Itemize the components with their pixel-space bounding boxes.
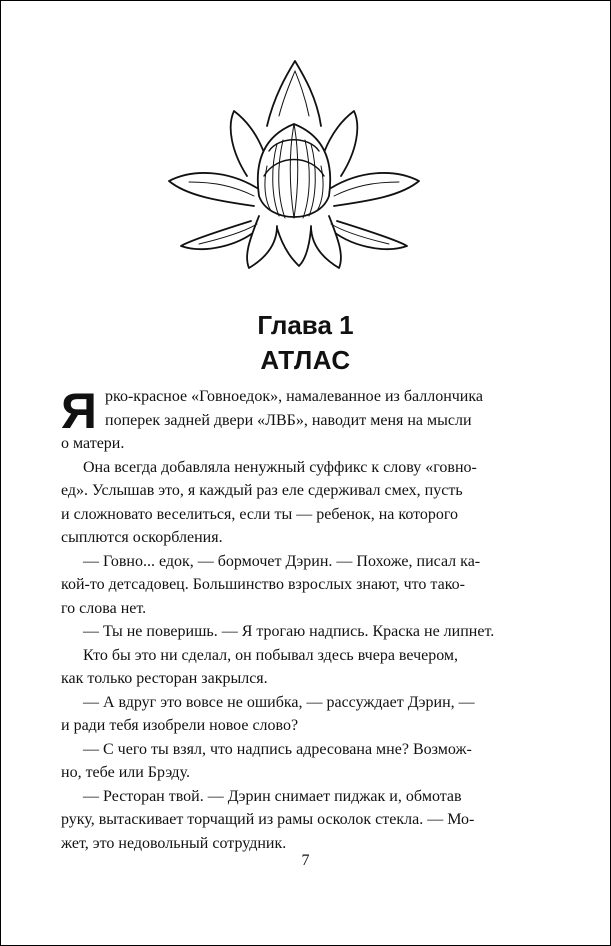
chapter-text [61,385,521,855]
chapter-number: Глава 1 [257,310,354,340]
paragraph [61,691,521,738]
text-line: — С чего ты взял, что надпись адресована мне? Возмож- [83,740,472,758]
text-line: кой-то детсадовец. Большинство взрослых знают, что тако- [61,576,465,593]
text-line: ед». Услышав это, я каждый раз еле сдерживал смех, пусть [61,482,463,499]
text-line: Она всегда добавляла ненужный суффикс к слову «говно- [83,458,477,476]
text-line: — Ресторан твой. — Дэрин снимает пиджак и, обмотав [83,787,462,805]
page-number: 7 [301,852,310,869]
text-line: и сложновато веселиться, если ты — ребенок, на которого [61,505,459,523]
paragraph [61,738,521,785]
text-line: о матери. [61,435,125,452]
text-line: сыплются оскорбления. [61,529,223,546]
text-line: рко-красное «Говноедок», намалеванное из баллончика [105,388,483,405]
lotus-flower-icon [159,56,429,271]
text-line: Кто бы это ни сделал, он побывал здесь вчера вечером, [83,646,459,664]
text-line: го слова нет. [61,599,147,617]
drop-cap: Я [61,383,97,439]
paragraph [61,550,521,621]
paragraph [61,644,521,691]
paragraph [61,456,521,550]
text-line: и ради тебя изобрели новое слово? [61,717,299,734]
text-line: — А вдруг это вовсе не ошибка, — рассуждает Дэрин, — [83,693,475,711]
chapter-title: АТЛАС [260,345,351,375]
paragraph [61,785,521,856]
text-line: как только ресторан закрылся. [61,670,268,687]
text-line: жет, это недовольный сотрудник. [61,834,287,852]
text-line: но, тебе или Брэду. [61,764,190,781]
text-line: — Говно... едок, — бормочет Дэрин. — Похоже, писал ка- [83,552,481,570]
paragraph [61,620,521,644]
text-line: поперек задней двери «ЛВБ», наводит меня на мысли [105,411,472,429]
text-line: — Ты не поверишь. — Я трогаю надпись. Краска не липнет. [83,623,495,640]
first-paragraph [61,385,521,456]
text-line: руку, вытаскивает торчащий из рамы осколок стекла. — Мо- [61,811,475,828]
